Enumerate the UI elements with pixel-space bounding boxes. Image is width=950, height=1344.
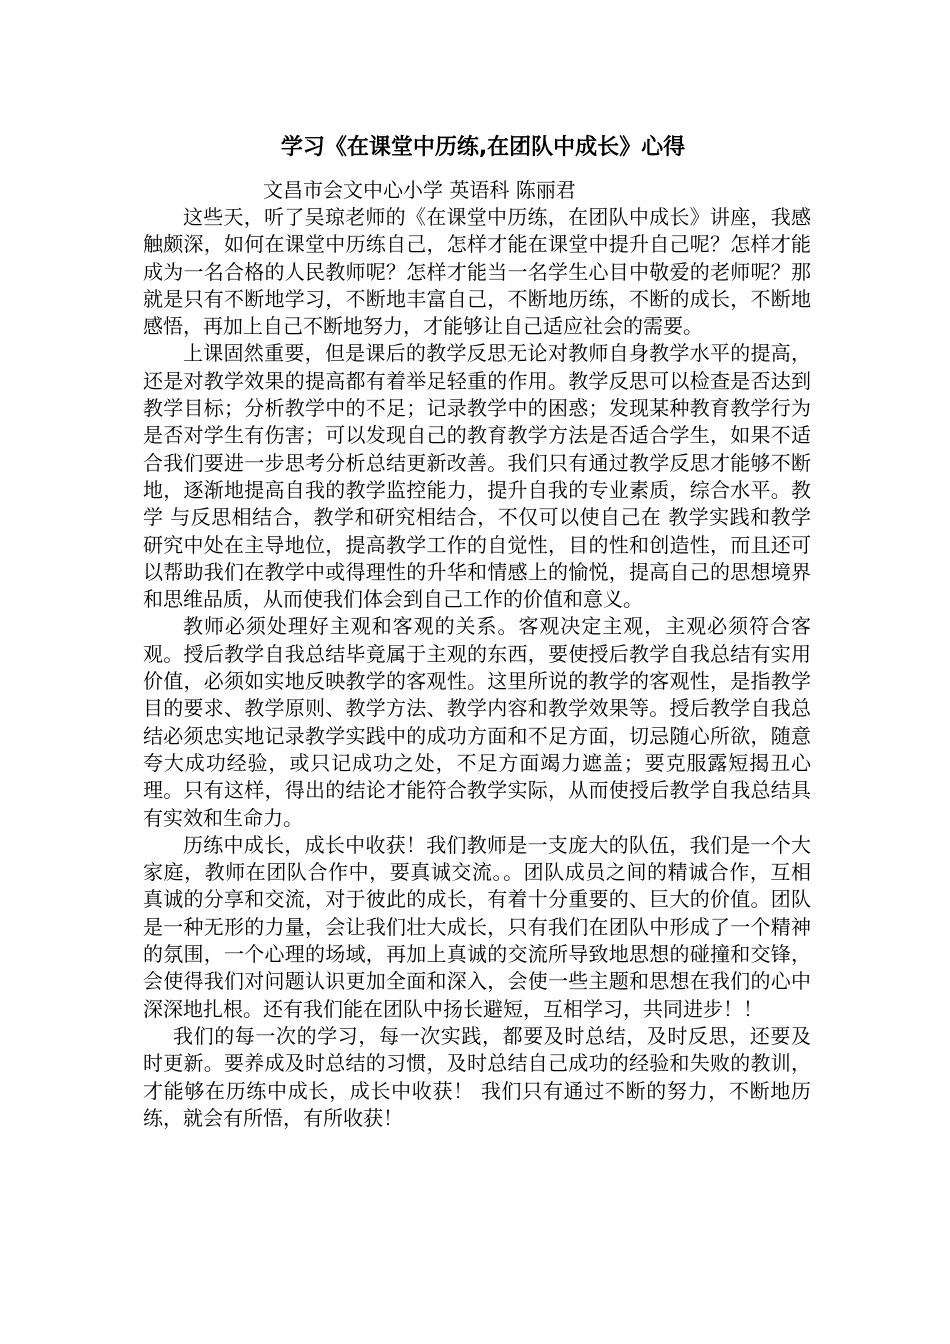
paragraph-4: 历练中成长，成长中收获！我们教师是一支庞大的队伍，我们是一个大家庭，教师在团队合作中，要真诚交流。。团队成员之间的精诚合作，互相真诚的分享和交流，对于彼此的成长，有着十分重要的、巨大的价值。团队是一种无形的力量，会让我们壮大成长，只有我们在团队中形成了一个精神的氛围，一个心理的场域，再加上真诚的交流所导致地思想的碰撞和交锋，会使得我们对问题认识更加全面和深入，会使一些主题和思想在我们的心中深深地扎根。还有我们能在团队中扬长避短，互相学习，共同进步！！ bbox=[143, 832, 811, 1021]
author-byline: 文昌市会文中心小学 英语科 陈丽君 bbox=[263, 178, 576, 202]
document-title: 学习《在课堂中历练,在团队中成长》心得 bbox=[280, 135, 686, 160]
paragraph-1: 这些天，听了吴琼老师的《在课堂中历练，在团队中成长》讲座，我感触颇深，如何在课堂中历练自己，怎样才能在课堂中提升自己呢？怎样才能成为一名合格的人民教师呢？怎样才能当一名学生心目中敬爱的老师呢？那就是只有不断地学习，不断地丰富自己，不断地历练，不断的成长，不断地感悟，再加上自己不断地努力，才能够让自己适应社会的需要。 bbox=[143, 205, 811, 339]
document-page bbox=[143, 128, 811, 1132]
paragraph-3: 教师必须处理好主观和客观的关系。客观决定主观，主观必须符合客观。授后教学自我总结毕竟属于主观的东西，要使授后教学自我总结有实用价值，必须如实地反映教学的客观性。这里所说的教学的客观性，是指教学目的要求、教学原则、教学方法、教学内容和教学效果等。授后教学自我总结必须忠实地记录教学实践中的成功方面和不足方面，切忌随心所欲，随意夸大成功经验，或只记成功之处，不足方面竭力遮盖；要克服露短揭丑心理。只有这样，得出的结论才能符合教学实际，从而使授后教学自我总结具有实效和生命力。 bbox=[143, 614, 811, 830]
paragraph-2: 上课固然重要，但是课后的教学反思无论对教师自身教学水平的提高，还是对教学效果的提高都有着举足轻重的作用。教学反思可以检查是否达到教学目标；分析教学中的不足；记录教学中的困惑；发现某种教育教学行为是否对学生有伤害；可以发现自己的教育教学方法是否适合学生，如果不适合我们要进一步思考分析总结更新改善。我们只有通过教学反思才能够不断地，逐渐地提高自我的教学监控能力，提升自我的专业素质，综合水平。教学 与反思相结合，教学和研究相结合，不仅可以使自己在 教学实践和教学研究中处在主导地位，提高教学工作的自觉性，目的性和创造性，而且还可以帮助我们在教学中或得理性的升华和情感上的愉悦，提高自己的思想境界和思维品质，从而使我们体会到自己工作的价值和意义。 bbox=[143, 341, 811, 612]
paragraph-5: 我们的每一次的学习，每一次实践，都要及时总结，及时反思，还要及时更新。要养成及时总结的习惯，及时总结自己成功的经验和失败的教训，才能够在历练中成长，成长中收获！ 我们只有通过不断的努力，不断地历练，就会有所悟，有所收获！ bbox=[143, 1023, 811, 1130]
